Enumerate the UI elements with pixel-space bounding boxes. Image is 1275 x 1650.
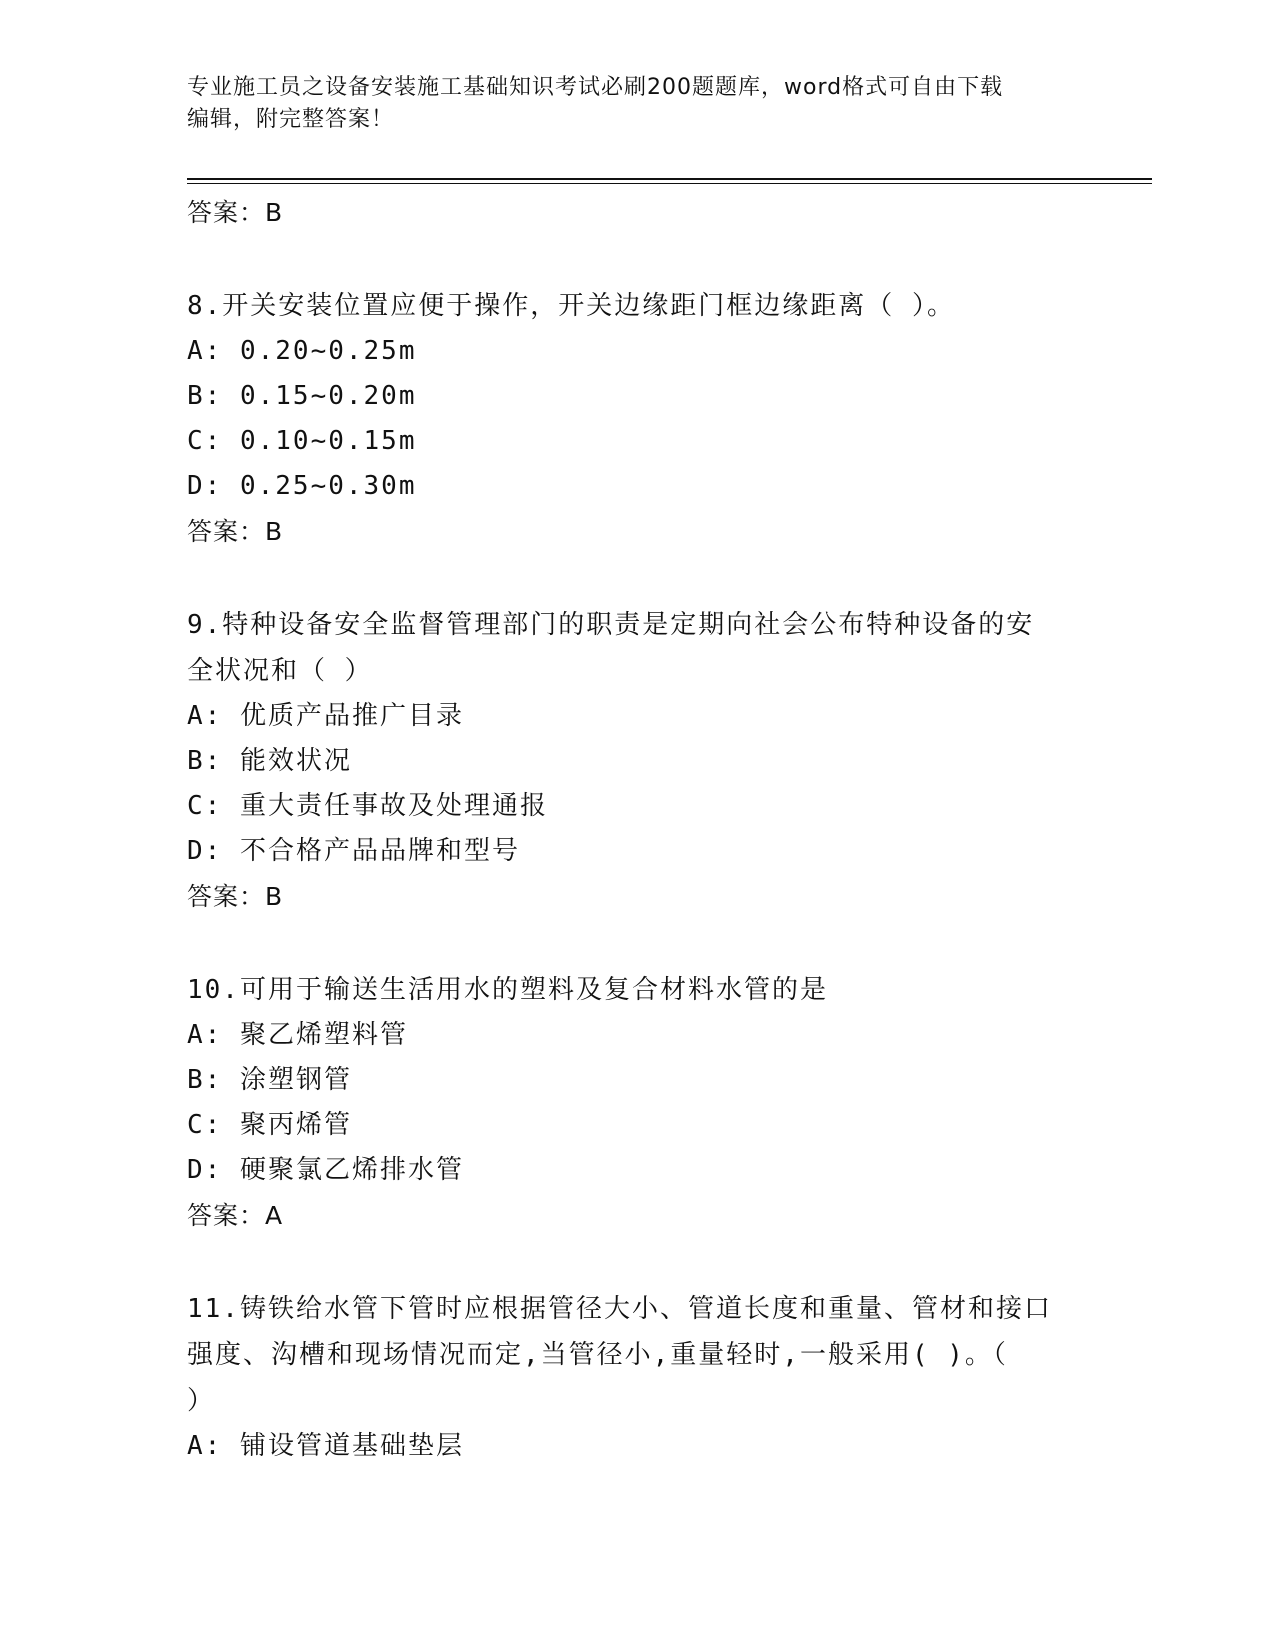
option-b: B: 涂塑钢管: [187, 1065, 352, 1095]
option-a: A: 聚乙烯塑料管: [187, 1020, 408, 1050]
answer-line: [187, 190, 1087, 235]
option-a: A: 优质产品推广目录: [187, 701, 464, 731]
answer-line: [187, 1193, 1087, 1238]
header-title-line-2: 编辑，附完整答案！: [187, 107, 395, 132]
document-header: [187, 72, 1067, 136]
option-c: C: 重大责任事故及处理通报: [187, 791, 548, 821]
answer-value: A: [265, 1201, 284, 1230]
question-text: 10.可用于输送生活用水的塑料及复合材料水管的是: [187, 975, 828, 1005]
answer-value: B: [265, 198, 284, 227]
header-title-line-1: 专业施工员之设备安装施工基础知识考试必刷200题题库，word格式可自由下载: [187, 75, 1004, 100]
question-block: [187, 602, 1087, 919]
option-d: D: 0.25~0.30m: [187, 471, 417, 501]
answer-value: B: [265, 517, 284, 546]
header-divider-thin: [187, 183, 1152, 184]
option-d: D: 不合格产品品牌和型号: [187, 836, 520, 866]
question-text: 8.开关安装位置应便于操作，开关边缘距门框边缘距离（ ）。: [187, 291, 955, 321]
answer-line: [187, 874, 1087, 919]
option-d: D: 硬聚氯乙烯排水管: [187, 1155, 464, 1185]
question-block: [187, 1286, 1087, 1469]
option-b: B: 0.15~0.20m: [187, 381, 417, 411]
answer-line: [187, 509, 1087, 554]
option-b: B: 能效状况: [187, 746, 352, 776]
option-c: C: 0.10~0.15m: [187, 426, 417, 456]
answer-label: 答案：: [187, 198, 266, 227]
question-block: [187, 967, 1087, 1238]
question-text: 9.特种设备安全监督管理部门的职责是定期向社会公布特种设备的安 全状况和（ ）: [187, 610, 1035, 686]
header-divider-thick: [187, 178, 1152, 180]
option-a: A: 0.20~0.25m: [187, 336, 417, 366]
question-block: [187, 283, 1087, 554]
answer-value: B: [265, 882, 284, 911]
answer-label: 答案：: [187, 882, 266, 911]
option-a: A: 铺设管道基础垫层: [187, 1431, 464, 1461]
answer-label: 答案：: [187, 517, 266, 546]
question-list: [187, 190, 1087, 1469]
option-c: C: 聚丙烯管: [187, 1110, 352, 1140]
answer-label: 答案：: [187, 1201, 266, 1230]
question-text: 11.铸铁给水管下管时应根据管径大小、管道长度和重量、管材和接口 强度、沟槽和现场情况而定,当管径小,重量轻时,一般采用( )。（ ）: [187, 1294, 1052, 1416]
